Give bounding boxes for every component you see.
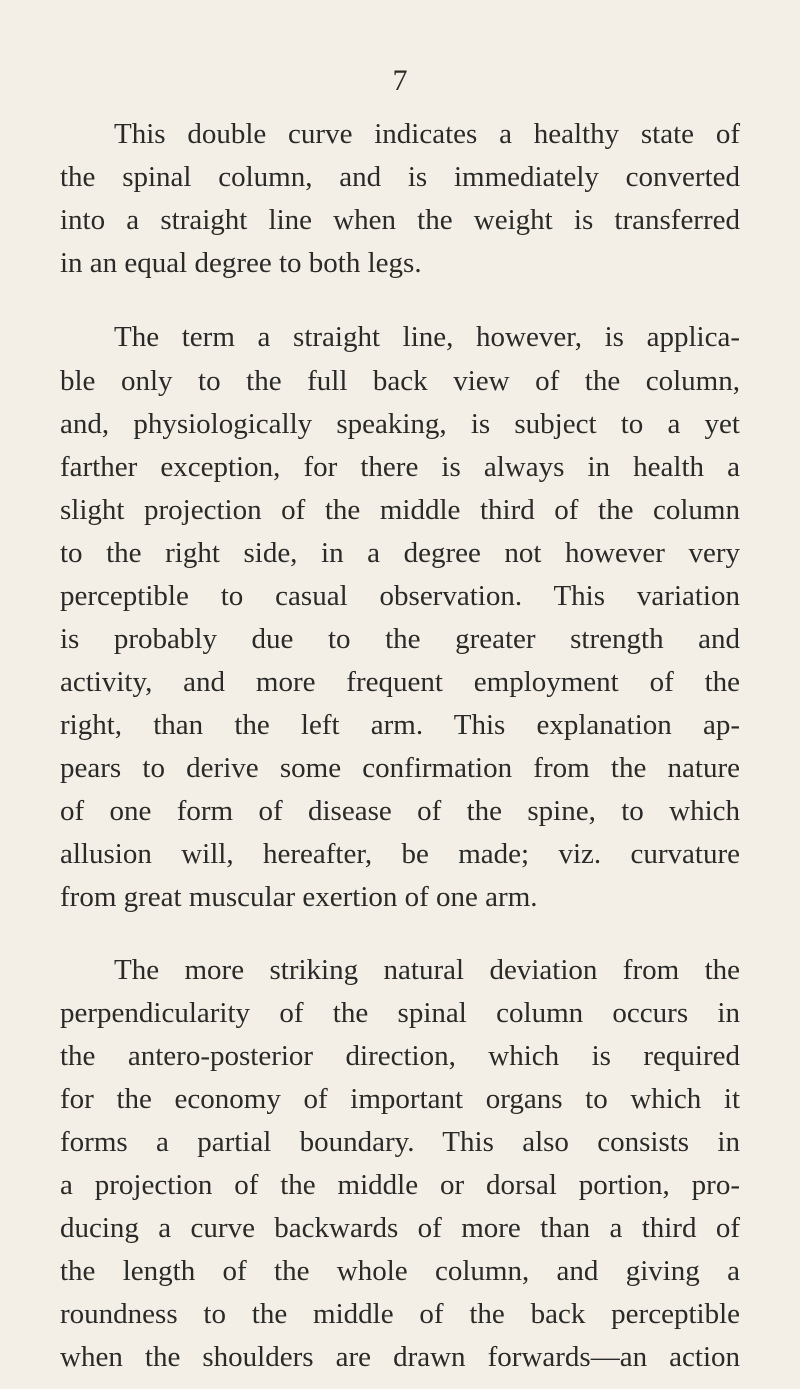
paragraph-3-line-1: The more striking natural deviation from the: [114, 954, 740, 986]
paragraph-2-line-8: is probably due to the greater strength and: [60, 623, 740, 655]
paragraph-1-line-2: the spinal column, and is immediately converted: [60, 161, 740, 193]
paragraph-2-line-10: right, than the left arm. This explanation ap-: [60, 709, 740, 741]
paragraph-3-line-9: roundness to the middle of the back perceptible: [60, 1298, 740, 1330]
paragraph-2-line-5: slight projection of the middle third of the column: [60, 494, 740, 526]
paragraph-3-line-7: ducing a curve backwards of more than a third of: [60, 1212, 740, 1244]
paragraph-2-line-2: ble only to the full back view of the column,: [60, 365, 740, 397]
paragraph-2-line-9: activity, and more frequent employment of the: [60, 666, 740, 698]
paragraph-3-line-4: for the economy of important organs to which it: [60, 1083, 740, 1115]
paragraph-3-line-8: the length of the whole column, and giving a: [60, 1255, 740, 1287]
paragraph-1-line-4: in an equal degree to both legs.: [60, 247, 422, 279]
paragraph-3-line-3: the antero-posterior direction, which is required: [60, 1040, 740, 1072]
paragraph-2-line-6: to the right side, in a degree not however very: [60, 537, 740, 569]
paragraph-2-line-11: pears to derive some confirmation from the nature: [60, 752, 740, 784]
paragraph-3-line-2: perpendicularity of the spinal column occurs in: [60, 997, 740, 1029]
paragraph-1-line-1: This double curve indicates a healthy state of: [114, 118, 740, 150]
paragraph-2-line-1: The term a straight line, however, is applica-: [114, 321, 740, 353]
page-number: 7: [392, 64, 408, 97]
paragraph-2-line-4: farther exception, for there is always in health a: [60, 451, 740, 483]
paragraph-1-line-3: into a straight line when the weight is transferred: [60, 204, 740, 236]
paragraph-3-line-6: a projection of the middle or dorsal portion, pro-: [60, 1169, 740, 1201]
paragraph-2-line-14: from great muscular exertion of one arm.: [60, 881, 538, 913]
paragraph-2-line-12: of one form of disease of the spine, to which: [60, 795, 740, 827]
paragraph-2-line-7: perceptible to casual observation. This variation: [60, 580, 740, 612]
paragraph-3-line-10: when the shoulders are drawn forwards—an action: [60, 1341, 740, 1373]
paragraph-2-line-3: and, physiologically speaking, is subject to a yet: [60, 408, 740, 440]
paragraph-3-line-5: forms a partial boundary. This also consists in: [60, 1126, 740, 1158]
paragraph-2-line-13: allusion will, hereafter, be made; viz. curvature: [60, 838, 740, 870]
